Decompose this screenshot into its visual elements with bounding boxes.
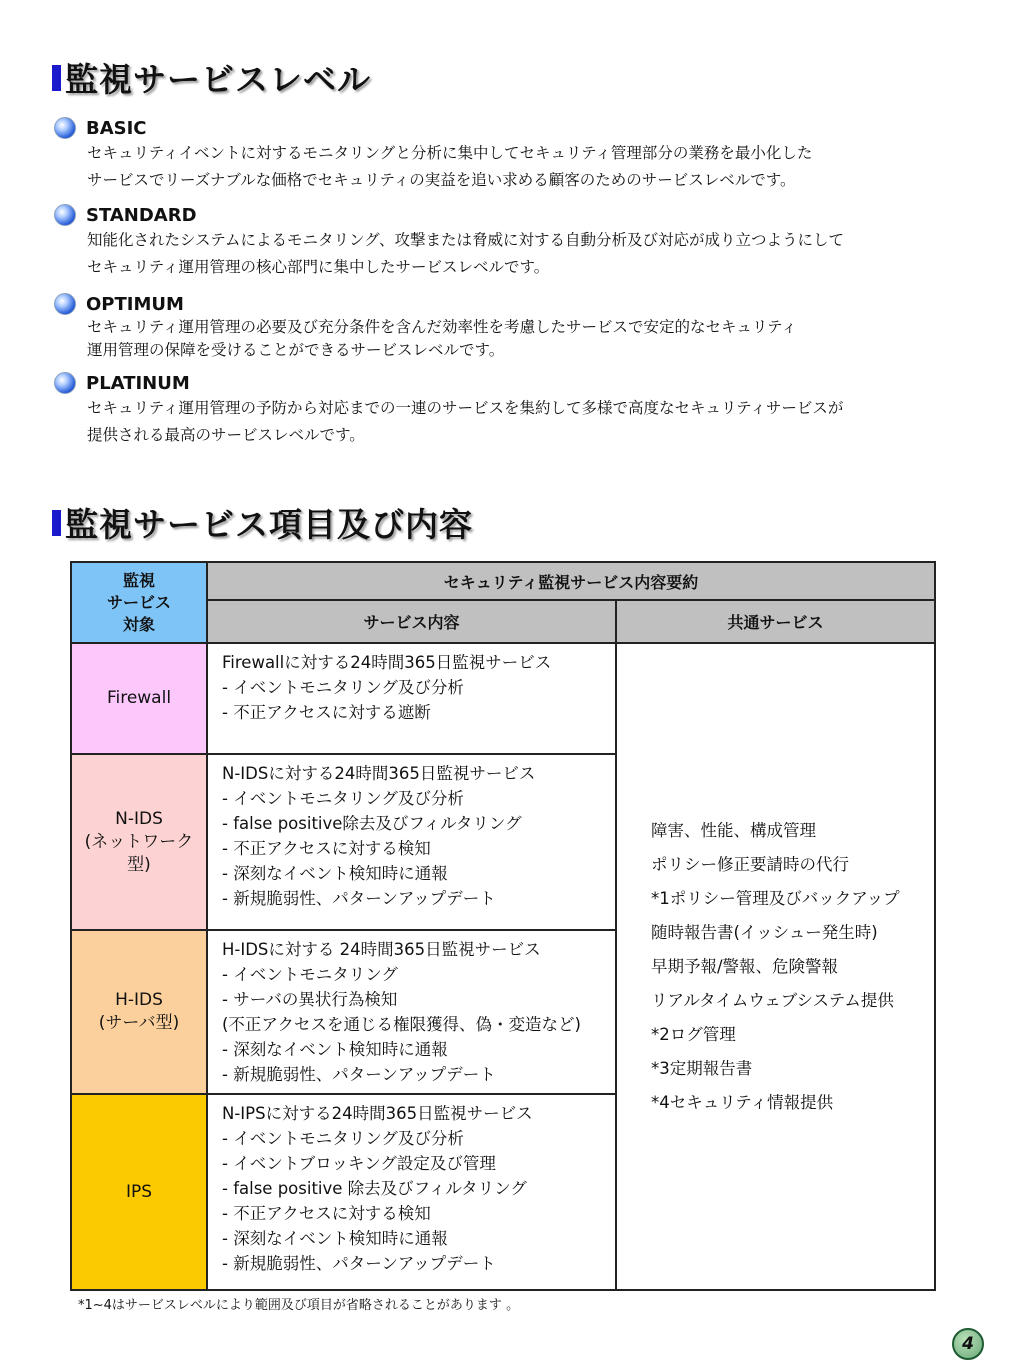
description-line: 知能化されたシステムによるモニタリング、攻撃または脅威に対する自動分析及び対応が成り立つようにして xyxy=(87,231,845,249)
content-line: - 新規脆弱性、パターンアップデート xyxy=(222,1254,496,1273)
level-platinum xyxy=(54,371,974,449)
header-line: 監視 xyxy=(122,570,155,590)
content-line: - false positive除去及びフィルタリング xyxy=(222,814,522,833)
content-line: - 深刻なイベント検知時に通報 xyxy=(222,864,448,883)
title-accent-bar xyxy=(52,510,61,536)
content-line: Firewallに対する24時間365日監視サービス xyxy=(222,653,552,672)
common-service-item: 随時報告書(イッシュー発生時) xyxy=(651,922,878,942)
level-description xyxy=(87,227,974,281)
service-table xyxy=(70,561,936,1291)
level-optimum xyxy=(54,292,974,362)
content-header: サービス内容 xyxy=(207,600,616,643)
bullet-orb-icon xyxy=(54,204,76,226)
level-description xyxy=(87,395,974,449)
content-line: - サーバの異状行為検知 xyxy=(222,990,398,1009)
content-line: - 深刻なイベント検知時に通報 xyxy=(222,1040,448,1059)
content-cell xyxy=(207,1094,616,1290)
header-line: 対象 xyxy=(122,614,155,634)
common-service-item: *3定期報告書 xyxy=(651,1058,753,1078)
content-line: - イベントモニタリング及び分析 xyxy=(222,1129,464,1148)
target-line: N-IDS xyxy=(115,808,163,829)
content-line: - イベントモニタリング xyxy=(222,965,398,984)
content-line: - 深刻なイベント検知時に通報 xyxy=(222,1229,448,1248)
content-cell xyxy=(207,930,616,1094)
target-line: 型) xyxy=(127,854,151,875)
common-service-item: *4セキュリティ情報提供 xyxy=(651,1092,834,1112)
content-line: - イベントモニタリング及び分析 xyxy=(222,678,464,697)
level-name: STANDARD xyxy=(86,204,197,226)
common-service-item: *1ポリシー管理及びバックアップ xyxy=(651,888,900,908)
description-line: セキュリティ運用管理の必要及び充分条件を含んだ効率性を考慮したサービスで安定的なセキュリティ xyxy=(87,318,797,336)
content-line: - 不正アクセスに対する検知 xyxy=(222,1204,431,1223)
target-cell-firewall xyxy=(71,643,207,754)
content-line: N-IDSに対する24時間365日監視サービス xyxy=(222,764,536,783)
content-cell xyxy=(207,754,616,930)
target-line: (サーバ型) xyxy=(98,1013,180,1033)
level-description xyxy=(87,140,974,194)
description-line: セキュリティイベントに対するモニタリングと分析に集中してセキュリティ管理部分の業務を最小化した xyxy=(87,144,813,162)
footnote: *1~4はサービスレベルにより範囲及び項目が省略されることがあります 。 xyxy=(78,1298,520,1313)
level-standard xyxy=(54,203,974,281)
content-line: - 不正アクセスに対する検知 xyxy=(222,839,431,858)
page-number-badge: 4 xyxy=(952,1328,984,1360)
section-title-text: 監視サービスレベル xyxy=(65,60,371,99)
common-service-item: リアルタイムウェブシステム提供 xyxy=(651,990,894,1010)
content-cell xyxy=(207,643,616,754)
content-line: - 不正アクセスに対する遮断 xyxy=(222,703,431,722)
target-cell-ips xyxy=(71,1094,207,1290)
bullet-orb-icon xyxy=(54,117,76,139)
description-line: セキュリティ運用管理の核心部門に集中したサービスレベルです。 xyxy=(87,258,550,276)
target-line: H-IDS xyxy=(115,990,163,1010)
target-line: (ネットワーク xyxy=(84,831,194,852)
description-line: サービスでリーズナブルな価格でセキュリティの実益を追い求める顧客のためのサービスレベルです。 xyxy=(87,171,796,189)
target-header xyxy=(71,562,207,643)
content-line: - false positive 除去及びフィルタリング xyxy=(222,1179,527,1198)
section-title-service-levels xyxy=(52,54,371,101)
table-row xyxy=(71,643,935,754)
summary-header: セキュリティ監視サービス内容要約 xyxy=(207,562,935,600)
section-title-service-items xyxy=(52,499,473,546)
section-title-text: 監視サービス項目及び内容 xyxy=(65,505,473,544)
common-service-item: 障害、性能、構成管理 xyxy=(651,820,816,840)
description-line: セキュリティ運用管理の予防から対応までの一連のサービスを集約して多様で高度なセキュリティサービスが xyxy=(87,399,844,417)
level-basic xyxy=(54,116,974,194)
content-line: - イベントモニタリング及び分析 xyxy=(222,789,464,808)
common-service-item: 早期予報/警報、危険警報 xyxy=(651,956,839,976)
target-cell-hids xyxy=(71,930,207,1094)
description-line: 提供される最高のサービスレベルです。 xyxy=(87,426,365,444)
content-line: H-IDSに対する 24時間365日監視サービス xyxy=(222,940,541,959)
target-cell-nids xyxy=(71,754,207,930)
content-line: N-IPSに対する24時間365日監視サービス xyxy=(222,1104,533,1123)
content-line: (不正アクセスを通じる権限獲得、偽・変造など) xyxy=(222,1015,581,1034)
target-line: Firewall xyxy=(106,688,172,708)
level-name: PLATINUM xyxy=(86,372,190,394)
bullet-orb-icon xyxy=(54,372,76,394)
content-line: - イベントブロッキング設定及び管理 xyxy=(222,1154,496,1173)
common-header: 共通サービス xyxy=(616,600,935,643)
bullet-orb-icon xyxy=(54,293,76,315)
title-accent-bar xyxy=(52,65,61,91)
header-line: サービス xyxy=(106,592,171,612)
common-service-item: *2ログ管理 xyxy=(651,1024,736,1044)
content-line: - 新規脆弱性、パターンアップデート xyxy=(222,1065,496,1084)
common-service-item: ポリシー修正要請時の代行 xyxy=(651,854,849,874)
description-line: 運用管理の保障を受けることができるサービスレベルです。 xyxy=(87,341,505,359)
common-services-cell xyxy=(616,643,935,1290)
level-description xyxy=(87,316,974,362)
level-name: BASIC xyxy=(86,117,147,139)
target-line: IPS xyxy=(125,1181,153,1202)
level-name: OPTIMUM xyxy=(86,293,184,315)
content-line: - 新規脆弱性、パターンアップデート xyxy=(222,889,496,908)
